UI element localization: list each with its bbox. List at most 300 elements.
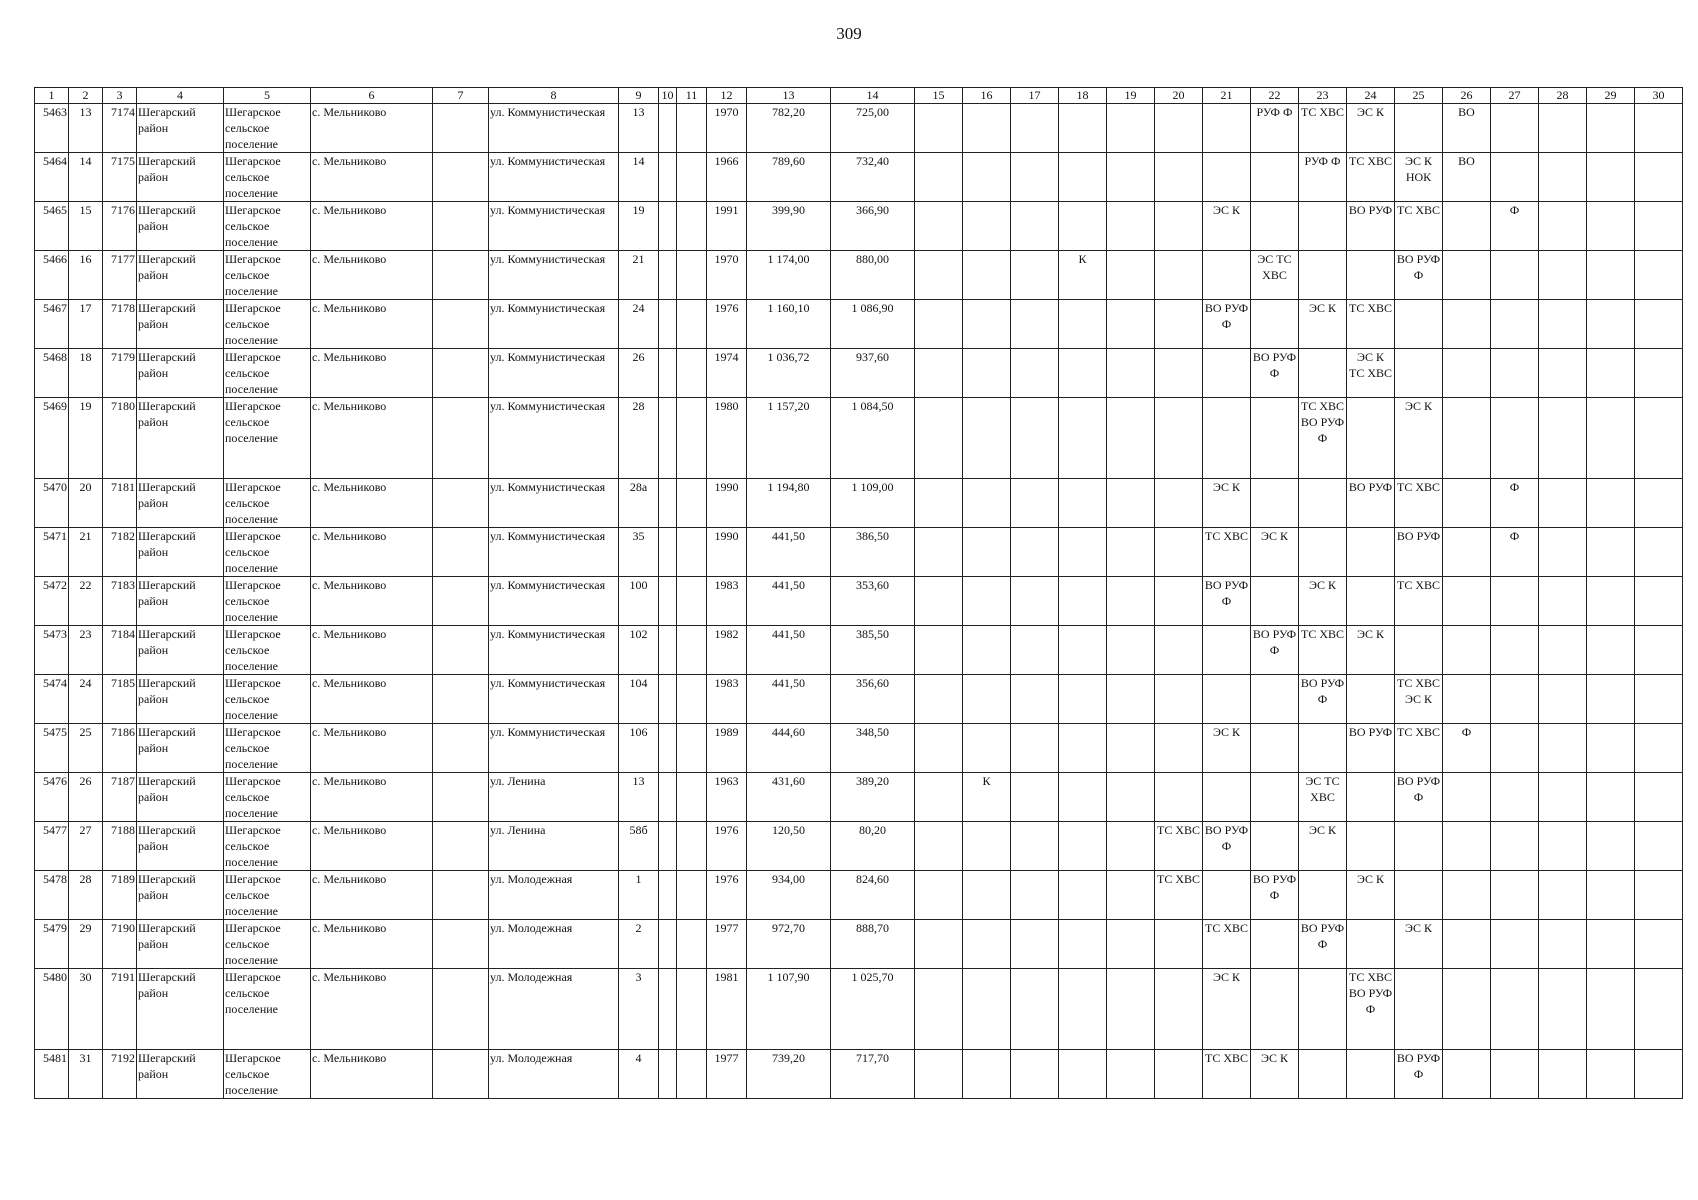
record-number: 5469 bbox=[35, 398, 69, 479]
work-cell bbox=[915, 251, 963, 300]
record-number: 5465 bbox=[35, 202, 69, 251]
year-built: 1991 bbox=[707, 202, 747, 251]
work-cell bbox=[915, 724, 963, 773]
work-cell: ВО bbox=[1443, 104, 1491, 153]
house-number: 24 bbox=[619, 300, 659, 349]
district-cell: Шегарский район bbox=[137, 822, 224, 871]
record-number: 5474 bbox=[35, 675, 69, 724]
house-number: 21 bbox=[619, 251, 659, 300]
work-cell: ТС ХВС bbox=[1395, 202, 1443, 251]
work-cell: ВО РУФ Ф bbox=[1203, 577, 1251, 626]
row-index: 26 bbox=[69, 773, 103, 822]
empty-cell bbox=[1635, 398, 1683, 479]
work-cell bbox=[1251, 479, 1299, 528]
work-cell bbox=[1059, 822, 1107, 871]
work-cell bbox=[1395, 104, 1443, 153]
empty-cell bbox=[1539, 871, 1587, 920]
work-cell bbox=[1491, 920, 1539, 969]
column-header: 20 bbox=[1155, 88, 1203, 104]
empty-cell bbox=[659, 822, 677, 871]
work-cell: Ф bbox=[1491, 479, 1539, 528]
work-cell bbox=[1107, 153, 1155, 202]
settlement-cell: Шегарское сельское поселение bbox=[224, 528, 311, 577]
empty-cell bbox=[1587, 398, 1635, 479]
settlement-cell: Шегарское сельское поселение bbox=[224, 202, 311, 251]
living-area: 1 025,70 bbox=[831, 969, 915, 1050]
empty-cell bbox=[677, 251, 707, 300]
total-area: 1 194,80 bbox=[747, 479, 831, 528]
street-cell: ул. Коммунистическая bbox=[489, 626, 619, 675]
work-cell bbox=[915, 349, 963, 398]
record-number: 5479 bbox=[35, 920, 69, 969]
empty-cell bbox=[1587, 104, 1635, 153]
empty-cell bbox=[433, 920, 489, 969]
work-cell bbox=[1155, 398, 1203, 479]
object-id: 7192 bbox=[103, 1050, 137, 1099]
empty-cell bbox=[433, 251, 489, 300]
locality-cell: с. Мельниково bbox=[311, 528, 433, 577]
work-cell: ВО РУФ Ф bbox=[1299, 675, 1347, 724]
empty-cell bbox=[1635, 773, 1683, 822]
empty-cell bbox=[677, 349, 707, 398]
total-area: 1 157,20 bbox=[747, 398, 831, 479]
year-built: 1963 bbox=[707, 773, 747, 822]
district-cell: Шегарский район bbox=[137, 920, 224, 969]
work-cell bbox=[1155, 528, 1203, 577]
work-cell bbox=[1059, 479, 1107, 528]
locality-cell: с. Мельниково bbox=[311, 871, 433, 920]
district-cell: Шегарский район bbox=[137, 577, 224, 626]
living-area: 353,60 bbox=[831, 577, 915, 626]
work-cell bbox=[915, 398, 963, 479]
work-cell bbox=[1059, 920, 1107, 969]
work-cell: Ф bbox=[1491, 202, 1539, 251]
empty-cell bbox=[1635, 1050, 1683, 1099]
empty-cell bbox=[659, 398, 677, 479]
work-cell bbox=[1443, 822, 1491, 871]
work-cell bbox=[1443, 920, 1491, 969]
work-cell bbox=[915, 969, 963, 1050]
column-header: 5 bbox=[224, 88, 311, 104]
object-id: 7177 bbox=[103, 251, 137, 300]
empty-cell bbox=[1539, 822, 1587, 871]
total-area: 441,50 bbox=[747, 626, 831, 675]
district-cell: Шегарский район bbox=[137, 871, 224, 920]
work-cell bbox=[1251, 153, 1299, 202]
empty-cell bbox=[1587, 724, 1635, 773]
work-cell: ЭС К НОК bbox=[1395, 153, 1443, 202]
work-cell bbox=[1059, 871, 1107, 920]
work-cell bbox=[1011, 104, 1059, 153]
empty-cell bbox=[659, 300, 677, 349]
empty-cell bbox=[677, 479, 707, 528]
empty-cell bbox=[659, 202, 677, 251]
locality-cell: с. Мельниково bbox=[311, 479, 433, 528]
row-index: 17 bbox=[69, 300, 103, 349]
empty-cell bbox=[677, 871, 707, 920]
street-cell: ул. Коммунистическая bbox=[489, 202, 619, 251]
empty-cell bbox=[1539, 153, 1587, 202]
work-cell bbox=[1155, 626, 1203, 675]
work-cell bbox=[1107, 577, 1155, 626]
empty-cell bbox=[1587, 969, 1635, 1050]
work-cell: ЭС К bbox=[1395, 398, 1443, 479]
work-cell: ТС ХВС bbox=[1203, 1050, 1251, 1099]
work-cell bbox=[1107, 349, 1155, 398]
work-cell bbox=[1299, 479, 1347, 528]
table-row bbox=[35, 1050, 1683, 1099]
column-header: 12 bbox=[707, 88, 747, 104]
locality-cell: с. Мельниково bbox=[311, 349, 433, 398]
object-id: 7190 bbox=[103, 920, 137, 969]
living-area: 385,50 bbox=[831, 626, 915, 675]
district-cell: Шегарский район bbox=[137, 202, 224, 251]
empty-cell bbox=[677, 202, 707, 251]
house-number: 13 bbox=[619, 773, 659, 822]
table-row bbox=[35, 675, 1683, 724]
settlement-cell: Шегарское сельское поселение bbox=[224, 822, 311, 871]
total-area: 1 036,72 bbox=[747, 349, 831, 398]
table-row bbox=[35, 626, 1683, 675]
work-cell bbox=[1155, 577, 1203, 626]
work-cell bbox=[1107, 479, 1155, 528]
empty-cell bbox=[433, 969, 489, 1050]
record-number: 5466 bbox=[35, 251, 69, 300]
empty-cell bbox=[433, 104, 489, 153]
work-cell: ТС ХВС bbox=[1299, 104, 1347, 153]
row-index: 27 bbox=[69, 822, 103, 871]
total-area: 1 160,10 bbox=[747, 300, 831, 349]
work-cell bbox=[1491, 153, 1539, 202]
column-header: 2 bbox=[69, 88, 103, 104]
empty-cell bbox=[677, 724, 707, 773]
column-header: 3 bbox=[103, 88, 137, 104]
empty-cell bbox=[1635, 251, 1683, 300]
object-id: 7186 bbox=[103, 724, 137, 773]
work-cell bbox=[1107, 724, 1155, 773]
street-cell: ул. Коммунистическая bbox=[489, 349, 619, 398]
living-area: 348,50 bbox=[831, 724, 915, 773]
work-cell bbox=[915, 822, 963, 871]
object-id: 7175 bbox=[103, 153, 137, 202]
work-cell bbox=[1251, 675, 1299, 724]
work-cell bbox=[1155, 969, 1203, 1050]
total-area: 934,00 bbox=[747, 871, 831, 920]
empty-cell bbox=[1539, 300, 1587, 349]
object-id: 7184 bbox=[103, 626, 137, 675]
table-row bbox=[35, 153, 1683, 202]
work-cell bbox=[1395, 626, 1443, 675]
empty-cell bbox=[659, 104, 677, 153]
street-cell: ул. Коммунистическая bbox=[489, 577, 619, 626]
street-cell: ул. Коммунистическая bbox=[489, 300, 619, 349]
work-cell bbox=[1107, 626, 1155, 675]
empty-cell bbox=[677, 822, 707, 871]
work-cell bbox=[1443, 626, 1491, 675]
work-cell bbox=[1443, 398, 1491, 479]
street-cell: ул. Молодежная bbox=[489, 871, 619, 920]
record-number: 5471 bbox=[35, 528, 69, 577]
row-index: 22 bbox=[69, 577, 103, 626]
empty-cell bbox=[659, 1050, 677, 1099]
work-cell bbox=[1059, 202, 1107, 251]
year-built: 1983 bbox=[707, 577, 747, 626]
work-cell bbox=[1299, 969, 1347, 1050]
locality-cell: с. Мельниково bbox=[311, 104, 433, 153]
empty-cell bbox=[677, 773, 707, 822]
work-cell bbox=[1155, 202, 1203, 251]
year-built: 1990 bbox=[707, 528, 747, 577]
work-cell bbox=[1491, 577, 1539, 626]
empty-cell bbox=[1587, 577, 1635, 626]
locality-cell: с. Мельниково bbox=[311, 153, 433, 202]
work-cell bbox=[1203, 251, 1251, 300]
house-number: 2 bbox=[619, 920, 659, 969]
work-cell bbox=[1251, 822, 1299, 871]
district-cell: Шегарский район bbox=[137, 675, 224, 724]
empty-cell bbox=[433, 675, 489, 724]
empty-cell bbox=[1635, 349, 1683, 398]
settlement-cell: Шегарское сельское поселение bbox=[224, 349, 311, 398]
settlement-cell: Шегарское сельское поселение bbox=[224, 920, 311, 969]
work-cell bbox=[1491, 300, 1539, 349]
street-cell: ул. Коммунистическая bbox=[489, 724, 619, 773]
empty-cell bbox=[1587, 479, 1635, 528]
empty-cell bbox=[659, 577, 677, 626]
locality-cell: с. Мельниково bbox=[311, 577, 433, 626]
work-cell bbox=[1443, 528, 1491, 577]
work-cell bbox=[1347, 773, 1395, 822]
street-cell: ул. Коммунистическая bbox=[489, 528, 619, 577]
work-cell bbox=[1491, 251, 1539, 300]
column-header: 15 bbox=[915, 88, 963, 104]
year-built: 1977 bbox=[707, 920, 747, 969]
object-id: 7176 bbox=[103, 202, 137, 251]
work-cell bbox=[1155, 724, 1203, 773]
district-cell: Шегарский район bbox=[137, 153, 224, 202]
record-number: 5473 bbox=[35, 626, 69, 675]
street-cell: ул. Молодежная bbox=[489, 920, 619, 969]
empty-cell bbox=[1539, 398, 1587, 479]
work-cell bbox=[963, 398, 1011, 479]
work-cell bbox=[915, 773, 963, 822]
work-cell: РУФ Ф bbox=[1251, 104, 1299, 153]
work-cell bbox=[1443, 202, 1491, 251]
record-number: 5468 bbox=[35, 349, 69, 398]
empty-cell bbox=[1539, 479, 1587, 528]
living-area: 80,20 bbox=[831, 822, 915, 871]
empty-cell bbox=[677, 528, 707, 577]
total-area: 1 107,90 bbox=[747, 969, 831, 1050]
house-number: 14 bbox=[619, 153, 659, 202]
empty-cell bbox=[677, 675, 707, 724]
object-id: 7183 bbox=[103, 577, 137, 626]
empty-cell bbox=[1539, 920, 1587, 969]
total-area: 399,90 bbox=[747, 202, 831, 251]
house-number: 3 bbox=[619, 969, 659, 1050]
record-number: 5477 bbox=[35, 822, 69, 871]
living-area: 389,20 bbox=[831, 773, 915, 822]
total-area: 972,70 bbox=[747, 920, 831, 969]
work-cell bbox=[963, 202, 1011, 251]
work-cell bbox=[1155, 349, 1203, 398]
work-cell bbox=[1443, 1050, 1491, 1099]
locality-cell: с. Мельниково bbox=[311, 675, 433, 724]
work-cell bbox=[1491, 724, 1539, 773]
living-area: 356,60 bbox=[831, 675, 915, 724]
locality-cell: с. Мельниково bbox=[311, 1050, 433, 1099]
total-area: 789,60 bbox=[747, 153, 831, 202]
work-cell bbox=[1347, 920, 1395, 969]
work-cell: ВО РУФ Ф bbox=[1395, 251, 1443, 300]
work-cell bbox=[963, 153, 1011, 202]
work-cell bbox=[963, 528, 1011, 577]
work-cell bbox=[1011, 626, 1059, 675]
locality-cell: с. Мельниково bbox=[311, 969, 433, 1050]
work-cell: ВО РУФ Ф bbox=[1395, 1050, 1443, 1099]
object-id: 7191 bbox=[103, 969, 137, 1050]
living-area: 880,00 bbox=[831, 251, 915, 300]
empty-cell bbox=[1635, 300, 1683, 349]
total-area: 441,50 bbox=[747, 528, 831, 577]
work-cell bbox=[1347, 577, 1395, 626]
work-cell: ЭС К bbox=[1203, 724, 1251, 773]
work-cell: ЭС К bbox=[1347, 626, 1395, 675]
work-cell bbox=[963, 577, 1011, 626]
empty-cell bbox=[433, 626, 489, 675]
living-area: 1 109,00 bbox=[831, 479, 915, 528]
empty-cell bbox=[659, 153, 677, 202]
empty-cell bbox=[677, 153, 707, 202]
work-cell bbox=[1107, 822, 1155, 871]
district-cell: Шегарский район bbox=[137, 398, 224, 479]
work-cell: ЭС К bbox=[1347, 871, 1395, 920]
row-index: 15 bbox=[69, 202, 103, 251]
row-index: 28 bbox=[69, 871, 103, 920]
work-cell: ВО РУФ Ф bbox=[1251, 349, 1299, 398]
work-cell bbox=[1107, 773, 1155, 822]
row-index: 23 bbox=[69, 626, 103, 675]
total-area: 431,60 bbox=[747, 773, 831, 822]
work-cell: ЭС К ТС ХВС bbox=[1347, 349, 1395, 398]
year-built: 1976 bbox=[707, 822, 747, 871]
empty-cell bbox=[1635, 969, 1683, 1050]
record-number: 5481 bbox=[35, 1050, 69, 1099]
living-area: 1 084,50 bbox=[831, 398, 915, 479]
work-cell: ТС ХВС bbox=[1347, 300, 1395, 349]
empty-cell bbox=[1587, 773, 1635, 822]
work-cell bbox=[963, 626, 1011, 675]
work-cell: ЭС К bbox=[1203, 969, 1251, 1050]
settlement-cell: Шегарское сельское поселение bbox=[224, 398, 311, 479]
row-index: 16 bbox=[69, 251, 103, 300]
empty-cell bbox=[1587, 1050, 1635, 1099]
row-index: 14 bbox=[69, 153, 103, 202]
house-number: 106 bbox=[619, 724, 659, 773]
work-cell: ТС ХВС ВО РУФ Ф bbox=[1299, 398, 1347, 479]
work-cell bbox=[1203, 626, 1251, 675]
table-row bbox=[35, 104, 1683, 153]
settlement-cell: Шегарское сельское поселение bbox=[224, 479, 311, 528]
empty-cell bbox=[1587, 920, 1635, 969]
house-number: 26 bbox=[619, 349, 659, 398]
column-header: 14 bbox=[831, 88, 915, 104]
empty-cell bbox=[1635, 153, 1683, 202]
work-cell: Ф bbox=[1491, 528, 1539, 577]
year-built: 1966 bbox=[707, 153, 747, 202]
work-cell bbox=[1059, 577, 1107, 626]
district-cell: Шегарский район bbox=[137, 528, 224, 577]
work-cell bbox=[1443, 300, 1491, 349]
column-header: 26 bbox=[1443, 88, 1491, 104]
empty-cell bbox=[1635, 724, 1683, 773]
work-cell bbox=[1443, 675, 1491, 724]
empty-cell bbox=[1635, 920, 1683, 969]
object-id: 7182 bbox=[103, 528, 137, 577]
object-id: 7180 bbox=[103, 398, 137, 479]
empty-cell bbox=[433, 773, 489, 822]
work-cell bbox=[1251, 202, 1299, 251]
living-area: 824,60 bbox=[831, 871, 915, 920]
column-header: 10 bbox=[659, 88, 677, 104]
work-cell bbox=[1155, 1050, 1203, 1099]
work-cell bbox=[963, 969, 1011, 1050]
column-header: 22 bbox=[1251, 88, 1299, 104]
empty-cell bbox=[677, 626, 707, 675]
total-area: 782,20 bbox=[747, 104, 831, 153]
work-cell bbox=[915, 871, 963, 920]
object-id: 7178 bbox=[103, 300, 137, 349]
settlement-cell: Шегарское сельское поселение bbox=[224, 577, 311, 626]
settlement-cell: Шегарское сельское поселение bbox=[224, 251, 311, 300]
district-cell: Шегарский район bbox=[137, 724, 224, 773]
work-cell bbox=[1203, 871, 1251, 920]
work-cell bbox=[1155, 920, 1203, 969]
work-cell bbox=[1251, 300, 1299, 349]
street-cell: ул. Молодежная bbox=[489, 969, 619, 1050]
column-header: 4 bbox=[137, 88, 224, 104]
work-cell: ТС ХВС bbox=[1395, 724, 1443, 773]
empty-cell bbox=[1635, 528, 1683, 577]
work-cell bbox=[1011, 349, 1059, 398]
work-cell bbox=[963, 251, 1011, 300]
empty-cell bbox=[1635, 104, 1683, 153]
work-cell bbox=[1059, 153, 1107, 202]
work-cell bbox=[963, 920, 1011, 969]
house-number: 19 bbox=[619, 202, 659, 251]
empty-cell bbox=[433, 398, 489, 479]
work-cell: ЭС К bbox=[1203, 202, 1251, 251]
row-index: 19 bbox=[69, 398, 103, 479]
row-index: 25 bbox=[69, 724, 103, 773]
house-number: 28 bbox=[619, 398, 659, 479]
empty-cell bbox=[1635, 479, 1683, 528]
empty-cell bbox=[1587, 202, 1635, 251]
work-cell bbox=[1107, 675, 1155, 724]
empty-cell bbox=[1539, 724, 1587, 773]
object-id: 7174 bbox=[103, 104, 137, 153]
house-number: 102 bbox=[619, 626, 659, 675]
work-cell bbox=[1443, 349, 1491, 398]
work-cell bbox=[915, 528, 963, 577]
settlement-cell: Шегарское сельское поселение bbox=[224, 724, 311, 773]
empty-cell bbox=[1587, 153, 1635, 202]
work-cell bbox=[915, 1050, 963, 1099]
locality-cell: с. Мельниково bbox=[311, 202, 433, 251]
total-area: 1 174,00 bbox=[747, 251, 831, 300]
work-cell bbox=[915, 626, 963, 675]
work-cell: ЭС К bbox=[1251, 1050, 1299, 1099]
